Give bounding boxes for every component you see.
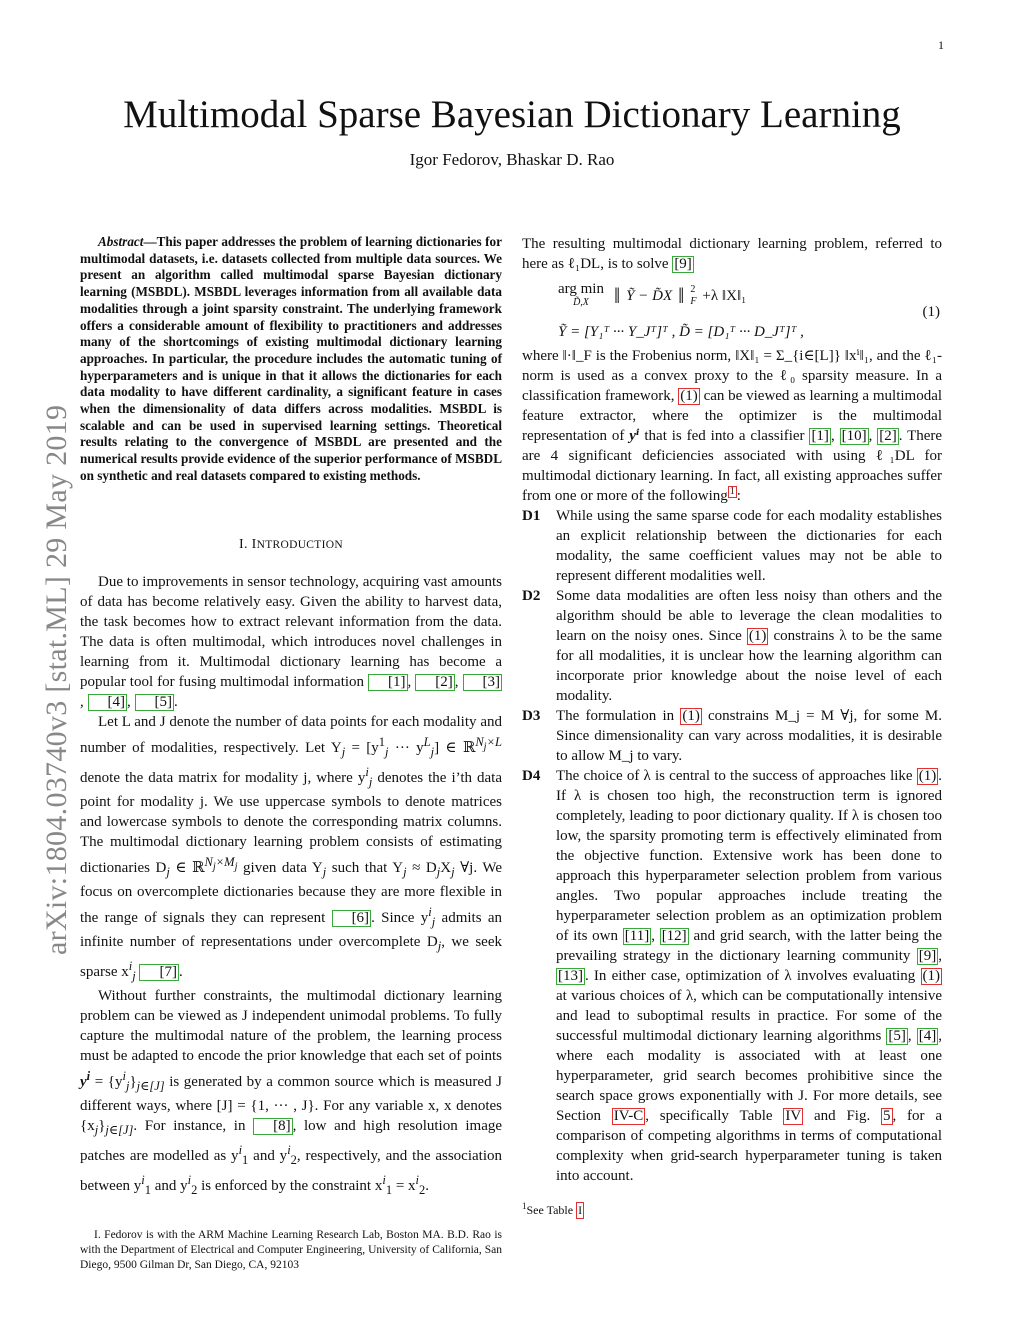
- argmin-operator: [558, 282, 604, 310]
- intro-p3-text: is enforced by the constraint x: [197, 1177, 383, 1194]
- equation-line-2: Ỹ = [Y₁ᵀ ··· Y_Jᵀ]ᵀ , D̃ = [D₁ᵀ ··· D_Jᵀ]ᵀ ,: [558, 324, 804, 340]
- intro-p2-text: ≈ D: [406, 859, 437, 876]
- right-column: [522, 234, 942, 1220]
- equation-reference-link[interactable]: (1): [748, 628, 767, 644]
- citation-link[interactable]: [12]: [661, 928, 687, 944]
- bold-variable: yⁱ: [629, 428, 640, 444]
- deficiency-text-part: The formulation in: [556, 708, 675, 724]
- intro-p2-text: admits an infinite number of representations under overcomplete D: [80, 909, 503, 950]
- arxiv-stamp: arXiv:1804.03740v3 [stat.ML] 29 May 2019: [40, 404, 73, 955]
- norm-open: ‖: [613, 283, 621, 308]
- deficiency-text-part: , for a comparison of competing algorithms in terms of computational complexity when grid-search hyperparameter tuning is taken into account.: [556, 1108, 942, 1184]
- author-affiliation-footnote: I. Fedorov is with the ARM Machine Learning Research Lab, Boston MA. B.D. Rao is with the Department of Electrical and Computer Engineering, University of California, San Diego, 9500 Gilman Dr, San Diego, CA, 92103: [80, 1228, 502, 1271]
- where-paragraph: where ‖·‖_F is the Frobenius norm, ‖X‖₁ = Σ_{i∈[L]} ‖xⁱ‖₁, and the ℓ₁-norm is used as a convex proxy to the ℓ₀ sparsity measure. In a classification framework, (1) can be viewed as learning a multimodal feature extractor, where the optimizer is the multimodal representation of yⁱ that is fed into a classifier [1] , [10] , [2] . There are 4 significant deficiencies associated with using ℓ₁DL for multimodal dictionary learning. In fact, all existing approaches suffer from one or more of the following 1 :: [522, 348, 943, 504]
- deficiency-text: [556, 706, 942, 766]
- where-text: that is fed into a classifier: [644, 428, 805, 444]
- section-number: I.: [239, 536, 248, 552]
- footnote-text: See Table: [526, 1203, 574, 1217]
- deficiency-text-part: . If λ is chosen too high, the reconstruction term is ignored completely, leading to poor dictionary quality. If λ is chosen too low, the sparsity promoting term is effectively eliminated from the objective function. Extensive work has been done to approach this hyperparameter selection problem from various angles. Two popular approaches include treating the hyperparameter selection problem as an optimization problem of its own: [556, 768, 943, 944]
- paper-authors: Igor Fedorov, Bhaskar D. Rao: [409, 150, 615, 169]
- argmin-label: arg min: [558, 281, 604, 297]
- deficiency-text-part: at various choices of λ, which can be computationally intensive and lead to suboptimal results in practice. For some of the successful multimodal dictionary learning algorithms: [556, 988, 942, 1044]
- equation-line-1: [558, 282, 804, 310]
- deficiency-text: The choice of λ is central to the success of approaches like (1) . If λ is chosen too high, the reconstruction term is ignored completely, leading to poor dictionary quality. If λ is chosen too low, the sparsity promoting term is effectively eliminated from the objective function. Extensive work has been done to approach this hyperparameter selection problem from various angles. Two popular approaches include treating the hyperparameter selection problem as an optimization problem of its own [11] , [12] and grid search, with the latter being the prevailing strategy in the dictionary learning community [9] , [13] . In either case, optimization of λ involves evaluating (1) at various choices of λ, which can be computationally intensive and lead to suboptimal results in practice. For some of the successful multimodal dictionary learning algorithms [5] , [4] , where each modality is associated with at least one hyperparameter, grid search becomes prohibitive since the search space grows exponentially with J. For more details, see Section IV-C , specifically Table IV and Fig. 5 , for a comparison of competing algorithms in terms of computational complexity when grid-search hyperparameter tuning is taken into account.: [556, 768, 943, 1184]
- deficiency-item: [522, 706, 942, 766]
- where-text: can be viewed as learning a multimodal feature extractor, where the optimizer is the multimodal representation of: [522, 388, 943, 444]
- citation-link[interactable]: [11]: [624, 928, 650, 944]
- citation-link[interactable]: [3]: [463, 674, 503, 691]
- deficiency-label: D3: [522, 708, 541, 724]
- norm-close: ‖: [678, 283, 685, 308]
- figure-reference-link[interactable]: 5: [883, 1108, 891, 1124]
- deficiency-item: [522, 766, 942, 1186]
- deficiency-label: D4: [522, 768, 541, 784]
- equation-reference-link[interactable]: (1): [918, 768, 937, 784]
- intro-p2-text: Let L and J denote the number of data points for each modality and number of modalities, respectively. Let Y: [80, 713, 502, 756]
- intro-p2-text: X: [440, 859, 452, 876]
- abstract-text: —This paper addresses the problem of learning dictionaries for multimodal datasets, i.e. datasets collected from multiple data sources. We present an algorithm called multimodal sparse Bayesian dictionary learning (MSBDL). MSBDL leverages information from all available data modalities through a joint sparsity constraint. The underlying framework offers a considerable amount of flexibility to practitioners and addresses many of the shortcomings of existing multimodal dictionary learning approaches. In particular, the procedure includes the automatic tuning of hyperparameters and is unique in that it allows the dictionaries for each data modality to have different cardinality, a significant feature in cases when the dimensionality of data differs across modalities. MSBDL is scalable and can be used in supervised learning settings. Theoretical results relating to the convergence of MSBDL are presented and the numerical results provide evidence of the superior performance of MSBDL on synthetic and real datasets compared to existing methods.: [80, 234, 502, 483]
- deficiency-text-part: and Fig.: [813, 1108, 871, 1124]
- deficiency-text-part: , where each modality is associated with at least one hyperparameter, grid search becomes prohibitive since the search space grows exponentially with J. For more details, see Section: [556, 1028, 942, 1124]
- intro-p2-text: such that Y: [326, 859, 404, 876]
- deficiency-item: [522, 506, 942, 586]
- where-text: where ‖·‖_F is the Frobenius norm, ‖X‖₁ = Σ_{i∈[L]} ‖xⁱ‖₁, and the ℓ₁-norm is used as a convex proxy to the ℓ₀ sparsity measure. In a classification framework,: [522, 348, 942, 404]
- deficiency-text: While using the same sparse code for each modality establishes an explicit relationship between the dictionaries for each modality, the same coefficient values may not be able to represent different modalities well.: [556, 508, 942, 584]
- footnote-mark: 1: [522, 1201, 527, 1211]
- equation-penalty: +λ ‖X‖₁: [702, 288, 747, 304]
- abstract: [80, 234, 502, 485]
- equation-number: (1): [922, 304, 940, 320]
- equation-reference-link[interactable]: (1): [680, 388, 698, 404]
- citation-link[interactable]: [1]: [368, 674, 408, 691]
- citation-link[interactable]: [9]: [918, 948, 937, 964]
- intro-p2-text: denote the data matrix for modality j, where y: [80, 769, 366, 786]
- intro-p3-text: Without further constraints, the multimodal dictionary learning problem can be viewed as J independent unimodal problems. To fully capture the multimodal nature of the problem, the learning process must be adapted to encode the prior knowledge that each set of points: [80, 987, 502, 1064]
- intro-p3-text: , low and high resolution image patches are modelled as y: [80, 1117, 503, 1164]
- citation-link[interactable]: [2]: [879, 428, 897, 444]
- equation-residual: Ỹ − D̃X: [626, 288, 673, 304]
- intro-paragraph-2: Let L and J denote the number of data points for each modality and number of modalities, respectively. Let $Y_j = [y^1_j$ ··· $y^L_j$] ∈ ℝ$^{N_j\times L}$ denote the data matrix for modality j, where $y^i_j$ denotes the i’th data point for modality j. We use uppercase symbols to denote matrices and lowercase symbols to denote the corresponding matrix columns. The multimodal dictionary learning problem consists of estimating dictionaries $D_j$ ∈ ℝ$^{N_j\times M_j}$ given data $Y_j$ such that $Y_j \approx D_jX_j$ ∀j. We focus on overcomplete dictionaries because they are more flexible in the range of signals they can represent [6] . Since $y^i_j$ admits an infinite number of representations under overcomplete $D_j$, we seek sparse $x^i_j$ [7] .: [80, 713, 503, 983]
- intro-p2-text: ] ∈ ℝ: [434, 739, 476, 756]
- equation-body: [558, 282, 804, 342]
- deficiency-text-part: The choice of λ is central to the success of approaches like: [556, 768, 913, 784]
- deficiency-label: D1: [522, 508, 541, 524]
- citation-link[interactable]: [7]: [139, 964, 179, 981]
- abstract-label: Abstract: [98, 234, 144, 249]
- section-heading-introduction: [80, 535, 502, 555]
- right-intro-paragraph: [522, 234, 942, 274]
- deficiency-label: D2: [522, 588, 541, 604]
- intro-p3-text: . For instance, in: [133, 1117, 246, 1134]
- table-reference-link[interactable]: IV: [785, 1108, 802, 1124]
- citation-link[interactable]: [8]: [253, 1118, 293, 1135]
- intro-p2-text: = [y: [345, 739, 379, 756]
- norm-scripts: 2 F: [690, 284, 697, 307]
- citation-link[interactable]: [5]: [135, 694, 175, 711]
- citation-link[interactable]: [2]: [415, 674, 455, 691]
- equation-1: [522, 282, 942, 342]
- deficiency-item: [522, 586, 942, 706]
- intro-p1-text: Due to improvements in sensor technology, acquiring vast amounts of data has become relatively easy. Given the ability to harvest data, the task becomes how to extract relevant information from the data. The data is often multimodal, which introduces novel challenges in learning from it. Multimodal dictionary learning has become a popular tool for fusing multimodal information: [80, 573, 502, 690]
- intro-p2-text: . Since y: [371, 909, 429, 926]
- citation-link[interactable]: [4]: [918, 1028, 937, 1044]
- deficiency-text-part: , specifically Table: [645, 1108, 773, 1124]
- footnote-link[interactable]: 1: [729, 486, 735, 497]
- page-number: 1: [938, 38, 944, 52]
- equation-reference-link[interactable]: (1): [682, 708, 700, 724]
- intro-p2-text: , we seek sparse x: [80, 933, 502, 980]
- intro-p3-text: and y: [150, 1177, 188, 1194]
- deficiency-text-part: Some data modalities are often less noisy than others and the algorithm should be able to leverage the clean modalities to learn on the noisy ones. Since: [556, 588, 942, 644]
- intro-paragraph-1: Due to improvements in sensor technology, acquiring vast amounts of data has become relatively easy. Given the ability to harvest data, the task becomes how to extract relevant information from the data. The data is often multimodal, which introduces novel challenges in learning from it. Multimodal dictionary learning has become a popular tool for fusing multimodal information [1] , [2] , [3], [4] , [5] .: [80, 573, 502, 710]
- citation-link[interactable]: [4]: [88, 694, 128, 711]
- citation-link[interactable]: [1]: [811, 428, 829, 444]
- intro-p3-text: = x: [392, 1177, 416, 1194]
- table-reference-link[interactable]: I: [578, 1203, 583, 1217]
- intro-paragraph-3: Without further constraints, the multimodal dictionary learning problem can be viewed as J independent unimodal problems. To fully capture the multimodal nature of the problem, the learning process must be adapted to encode the prior knowledge that each set of points $y^i = \{y^i_j\}_{j\in[J]}$ is generated by a common source which is measured J different ways, where [J] = {1, ··· , J}. For any variable x, x denotes $\{x_j\}_{j\in[J]}$. For instance, in [8] , low and high resolution image patches are modelled as $y^i_1$ and $y^i_2$, respectively, and the association between $y^i_1$ and $y^i_2$ is enforced by the constraint $x^i_1 = x^i_2$.: [80, 987, 503, 1197]
- intro-p3-text: }: [98, 1117, 106, 1134]
- deficiency-text-part: and grid search, with the latter being the prevailing strategy in the dictionary learning community: [556, 928, 943, 964]
- left-column: [80, 234, 502, 1273]
- citation-link[interactable]: [5]: [888, 1028, 906, 1044]
- intro-p2-text: denotes the i’th data point for modality j. We use uppercase symbols to denote matrices and lowercase symbols to denote the corresponding matrix columns. The multimodal dictionary learning problem consists of estimating dictionaries D: [80, 769, 503, 876]
- intro-p2-text: ∈ ℝ: [169, 859, 205, 876]
- citation-link[interactable]: [6]: [332, 910, 372, 927]
- intro-p2-text: given data Y: [237, 859, 323, 876]
- deficiency-text: [556, 586, 942, 706]
- paper-title: Multimodal Sparse Bayesian Dictionary Learning: [123, 93, 901, 136]
- intro-p2-text: ∀j. We focus on overcomplete dictionaries because they are more flexible in the range of signals they can represent: [80, 859, 502, 926]
- section-reference-link[interactable]: IV-C: [613, 1108, 644, 1124]
- deficiency-text-part: constrains λ to be the same for all modalities, it is unclear how the learning algorithm can incorporate prior knowledge about the noise level of each modality.: [556, 628, 942, 704]
- argmin-subscript: D̃,X: [573, 297, 589, 308]
- citation-link[interactable]: [13]: [558, 968, 583, 984]
- where-text: . There are 4 significant deficiencies associated with using ℓ₁DL for multimodal dictionary learning. In fact, all existing approaches suffer from one or more of the following: [522, 428, 943, 504]
- citation-link[interactable]: [10]: [841, 428, 867, 444]
- citation-link[interactable]: [9]: [674, 256, 692, 272]
- intro-p2-text: ··· y: [388, 739, 424, 756]
- intro-p3-text: , respectively, and the association between y: [80, 1147, 502, 1194]
- right-intro-text: The resulting multimodal dictionary learning problem, referred to here as ℓ₁DL, is to solve: [522, 236, 942, 272]
- intro-p3-text: and y: [248, 1147, 288, 1164]
- section-title-initial: I: [251, 536, 257, 552]
- footnote: [522, 1196, 942, 1220]
- equation-reference-link[interactable]: (1): [922, 968, 940, 984]
- deficiency-text-part: constrains M_j = M ∀j, for some M. Since dimensionality can vary across modalities, it is desirable to allow M_j to vary.: [556, 708, 943, 764]
- deficiency-text-part: . In either case, optimization of λ involves evaluating: [585, 968, 916, 984]
- section-title-rest: NTRODUCTION: [256, 538, 343, 551]
- intro-p3-text: is generated by a common source which is measured J different ways, where [J] = {1, ··· , J}. For any variable x, x denotes {x: [80, 1073, 502, 1134]
